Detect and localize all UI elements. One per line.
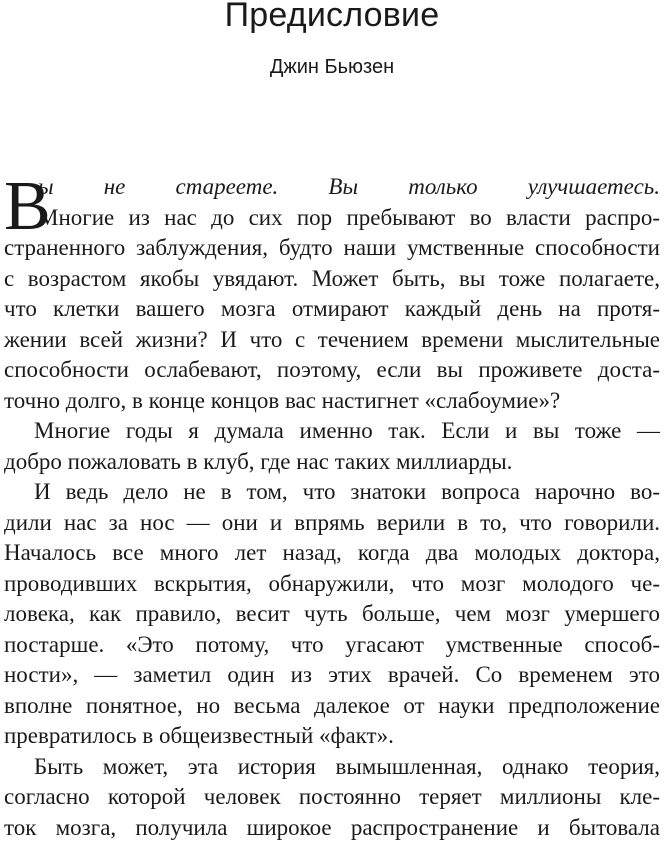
text-line: превратилось в общеизвестный «факт». <box>4 721 660 752</box>
text-line: проводивших вскрытия, обнаружили, что мозг молодого че- <box>4 569 660 600</box>
text-line: И ведь дело не в том, что знатоки вопроса нарочно во- <box>4 477 660 508</box>
text-line: способности ослабевают, поэтому, если вы проживете доста- <box>4 355 660 386</box>
text-line: Многие годы я думала именно так. Если и вы тоже — <box>4 416 660 447</box>
text-line: Многие из нас до сих пор пребывают во власти распро- <box>4 203 660 234</box>
text-line: согласно которой человек постоянно теряет миллионы кле- <box>4 782 660 813</box>
text-line: точно долго, в конце концов вас настигнет «слабоумие»? <box>4 386 660 417</box>
page-title: Предисловие <box>0 0 664 35</box>
text-line: ловека, как правило, весит чуть больше, чем мозг умершего <box>4 599 660 630</box>
text-line: ток мозга, получила широкое распространение и бытовала <box>4 813 660 843</box>
text-line: ности», — заметил один из этих врачей. Со временем это <box>4 660 660 691</box>
text-line: что клетки вашего мозга отмирают каждый день на протя- <box>4 294 660 325</box>
text-line: жении всей жизни? И что с течением времени мыслительные <box>4 325 660 356</box>
author-name: Джин Бьюзен <box>0 56 664 79</box>
body-text <box>4 172 660 843</box>
text-line: Началось все много лет назад, когда два молодых доктора, <box>4 538 660 569</box>
text-line: Быть может, эта история вымышленная, однако теория, <box>4 752 660 783</box>
text-line: страненного заблуждения, будто наши умственные способности <box>4 233 660 264</box>
text-line: ы не стареете. Вы только улучшаетесь. <box>4 172 660 203</box>
text-line: с возрастом якобы увядают. Может быть, вы тоже полагаете, <box>4 264 660 295</box>
text-line: вполне понятное, но весьма далекое от науки предположение <box>4 691 660 722</box>
text-line: дили нас за нос — они и впрямь верили в то, что говорили. <box>4 508 660 539</box>
text-line: добро пожаловать в клуб, где нас таких миллиарды. <box>4 447 660 478</box>
text-line: постарше. «Это потому, что угасают умственные способ- <box>4 630 660 661</box>
drop-cap: В <box>4 178 51 236</box>
